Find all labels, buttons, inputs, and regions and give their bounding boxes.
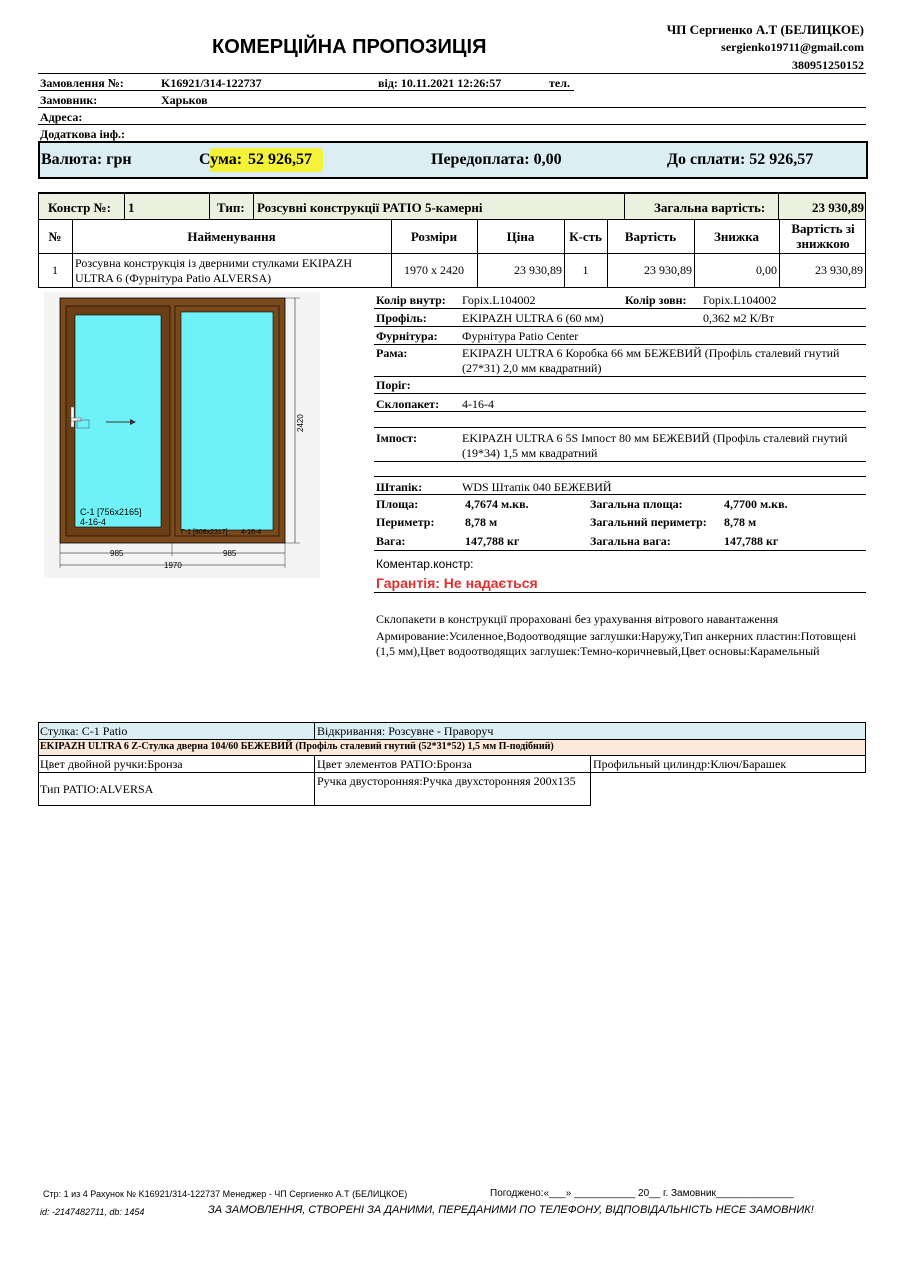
profile-resistance: 0,362 м2 К/Вт (703, 311, 775, 325)
weight: 147,788 кг (465, 534, 520, 548)
profile: EKIPAZH ULTRA 6 (60 мм) (462, 311, 604, 325)
table-row-number: 1 (52, 263, 58, 277)
col-header-size: Розміри (410, 229, 458, 244)
bead: WDS Штапік 040 БЕЖЕВИЙ (462, 480, 612, 494)
total-perimeter: 8,78 м (724, 515, 757, 529)
footer-id: id: -2147482711, db: 1454 (40, 1207, 145, 1217)
total-weight-label: Загальна вага: (590, 534, 671, 548)
sum-value: 52 926,57 (248, 151, 312, 168)
comment-label: Коментар.констр: (376, 557, 474, 571)
phone-label: тел. (549, 76, 570, 90)
total-perimeter-label: Загальний периметр: (590, 515, 707, 529)
konstr-number: 1 (128, 200, 135, 215)
perimeter-label: Периметр: (376, 515, 435, 529)
total-cost-label: Загальна вартість: (654, 200, 766, 215)
perimeter: 8,78 м (465, 515, 498, 529)
bead-label: Штапік: (376, 480, 423, 494)
sash-table (38, 722, 866, 807)
height-dimension: 2420 (296, 414, 305, 432)
type-label: Тип: (217, 200, 245, 215)
cylinder: Профильный цилиндр:Ключ/Барашек (593, 757, 787, 771)
fixed-label: Г-1 [908х2317] (181, 529, 228, 536)
frame: EKIPAZH ULTRA 6 Коробка 66 мм БЕЖЕВИЙ (Профіль сталевий гнутий (27*31) 2,0 мм квадратний) (462, 346, 840, 375)
fittings: Фурнітура Patio Center (462, 329, 579, 343)
glass-note: Склопакети в конструкції прораховані без урахування вітрового навантаження (376, 612, 779, 626)
glass: 4-16-4 (462, 397, 494, 411)
company-phone: 380951250152 (792, 58, 864, 72)
sum-label: Сума: (199, 151, 243, 168)
area: 4,7674 м.кв. (465, 497, 529, 511)
table-row-price: 23 930,89 (514, 263, 562, 277)
impost-label: Імпост: (376, 431, 417, 445)
total-area-label: Загальна площа: (590, 497, 683, 511)
table-row-size: 1970 х 2420 (404, 263, 464, 277)
total-weight: 147,788 кг (724, 534, 779, 548)
order-date: від: 10.11.2021 12:26:57 (378, 76, 502, 90)
total-cost: 23 930,89 (812, 200, 864, 215)
opening-type: Відкривання: Розсувне - Праворуч (317, 724, 494, 738)
amount-due: До сплати: 52 926,57 (667, 151, 814, 168)
col-header-discount: Знижка (713, 229, 760, 244)
customer-name: Харьков (161, 93, 208, 107)
order-number-label: Замовлення №: (40, 76, 124, 90)
total-area: 4,7700 м.кв. (724, 497, 788, 511)
col-header-cost: Вартість (624, 229, 677, 244)
color-out-label: Колір зовн: (625, 293, 687, 307)
window-drawing (44, 292, 320, 578)
reinforcement-note: Армирование:Усиленное,Водоотводящие заглушки:Наружу,Тип анкерних пластин:Потовщені (1,5 мм),Цвет водоотводящих заглушек:Темно-коричневый,Цвет основы:Карамельный (376, 629, 857, 658)
right-glass (181, 312, 273, 530)
table-row-cost-discounted: 23 930,89 (815, 263, 863, 277)
table-row-name: Розсувна конструкція із дверними стулками EKIPAZH ULTRA 6 (Фурнітура Patio ALVERSA) (75, 256, 353, 285)
footer-disclaimer: ЗА ЗАМОВЛЕННЯ, СТВОРЕНІ ЗА ДАНИМИ, ПЕРЕДАНИМИ ПО ТЕЛЕФОНУ, ВІДПОВІДАЛЬНІСТЬ НЕСЕ ЗАМОВНИК! (208, 1204, 814, 1216)
table-row-cost: 23 930,89 (644, 263, 692, 277)
handle-color: Цвет двойной ручки:Бронза (40, 757, 183, 771)
color-out: Горіх.L104002 (703, 293, 777, 307)
weight-label: Вага: (376, 534, 406, 548)
col-header-cost-discounted: Вартість зі знижкою (791, 221, 855, 251)
construction-type: Розсувні конструкції PATIO 5-камерні (257, 200, 483, 215)
total-width-dimension: 1970 (164, 561, 182, 570)
area-label: Площа: (376, 497, 419, 511)
sash-name: Стулка: С-1 Patio (40, 724, 128, 738)
col-header-qty: К-сть (569, 229, 602, 244)
fittings-label: Фурнітура: (376, 329, 438, 343)
left-width-dimension: 985 (110, 549, 124, 558)
profile-label: Профіль: (376, 311, 427, 325)
extra-info-label: Додаткова інф.: (40, 127, 126, 141)
table-row-qty: 1 (582, 263, 589, 277)
col-header-name: Найменування (187, 229, 276, 244)
warranty-text: Гарантія: Не надається (376, 575, 538, 591)
customer-label: Замовник: (40, 93, 98, 107)
company-name: ЧП Сергиенко А.Т (БЕЛИЦКОЕ) (666, 22, 864, 37)
address-label: Адреса: (40, 110, 83, 124)
summary-bar (38, 141, 868, 179)
konstr-label: Констр №: (48, 200, 111, 215)
handle-type: Ручка двусторонняя:Ручка двухсторонняя 200х135 (317, 774, 576, 788)
color-in-label: Колір внутр: (376, 293, 446, 307)
sash-glass-label: 4-16-4 (80, 517, 107, 527)
frame-label: Рама: (376, 346, 408, 360)
sash-profile: EKIPAZH ULTRA 6 Z-Стулка дверна 104/60 БЕЖЕВИЙ (Профіль сталевий гнутий (52*31*52) 1,5 мм П-подібний) (40, 741, 554, 752)
glass-label: Склопакет: (376, 397, 440, 411)
fixed-glass-label: 4-16-4 (241, 529, 262, 536)
patio-type: Тип PATIO:ALVERSA (40, 782, 154, 796)
handle-icon (71, 407, 74, 427)
col-header-number: № (48, 229, 62, 244)
footer-page-info: Стр: 1 из 4 Рахунок № K16921/314-122737 Менеджер - ЧП Сергиенко А.Т (БЕЛИЦКОЕ) (43, 1189, 408, 1199)
threshold-label: Поріг: (376, 378, 411, 392)
elements-color: Цвет элементов PATIO:Бронза (317, 757, 472, 771)
prepayment: Передоплата: 0,00 (431, 151, 562, 168)
company-email: sergienko19711@gmail.com (721, 40, 864, 54)
right-width-dimension: 985 (223, 549, 237, 558)
table-row-discount: 0,00 (756, 263, 777, 277)
footer-agreement: Погоджено:«___» ___________ 20__ г. Замовник______________ (490, 1188, 794, 1199)
color-in: Горіх.L104002 (462, 293, 536, 307)
col-header-price: Ціна (506, 229, 535, 244)
left-glass (75, 315, 161, 527)
order-number: K16921/314-122737 (161, 76, 262, 90)
impost: EKIPAZH ULTRA 6 5S Імпост 80 мм БЕЖЕВИЙ (Профіль сталевий гнутий (19*34) 1,5 мм квадратний (462, 431, 848, 460)
sash-label: С-1 [756х2165] (80, 507, 142, 517)
page-title: КОМЕРЦІЙНА ПРОПОЗИЦІЯ (212, 36, 487, 58)
currency: Валюта: грн (41, 151, 132, 168)
